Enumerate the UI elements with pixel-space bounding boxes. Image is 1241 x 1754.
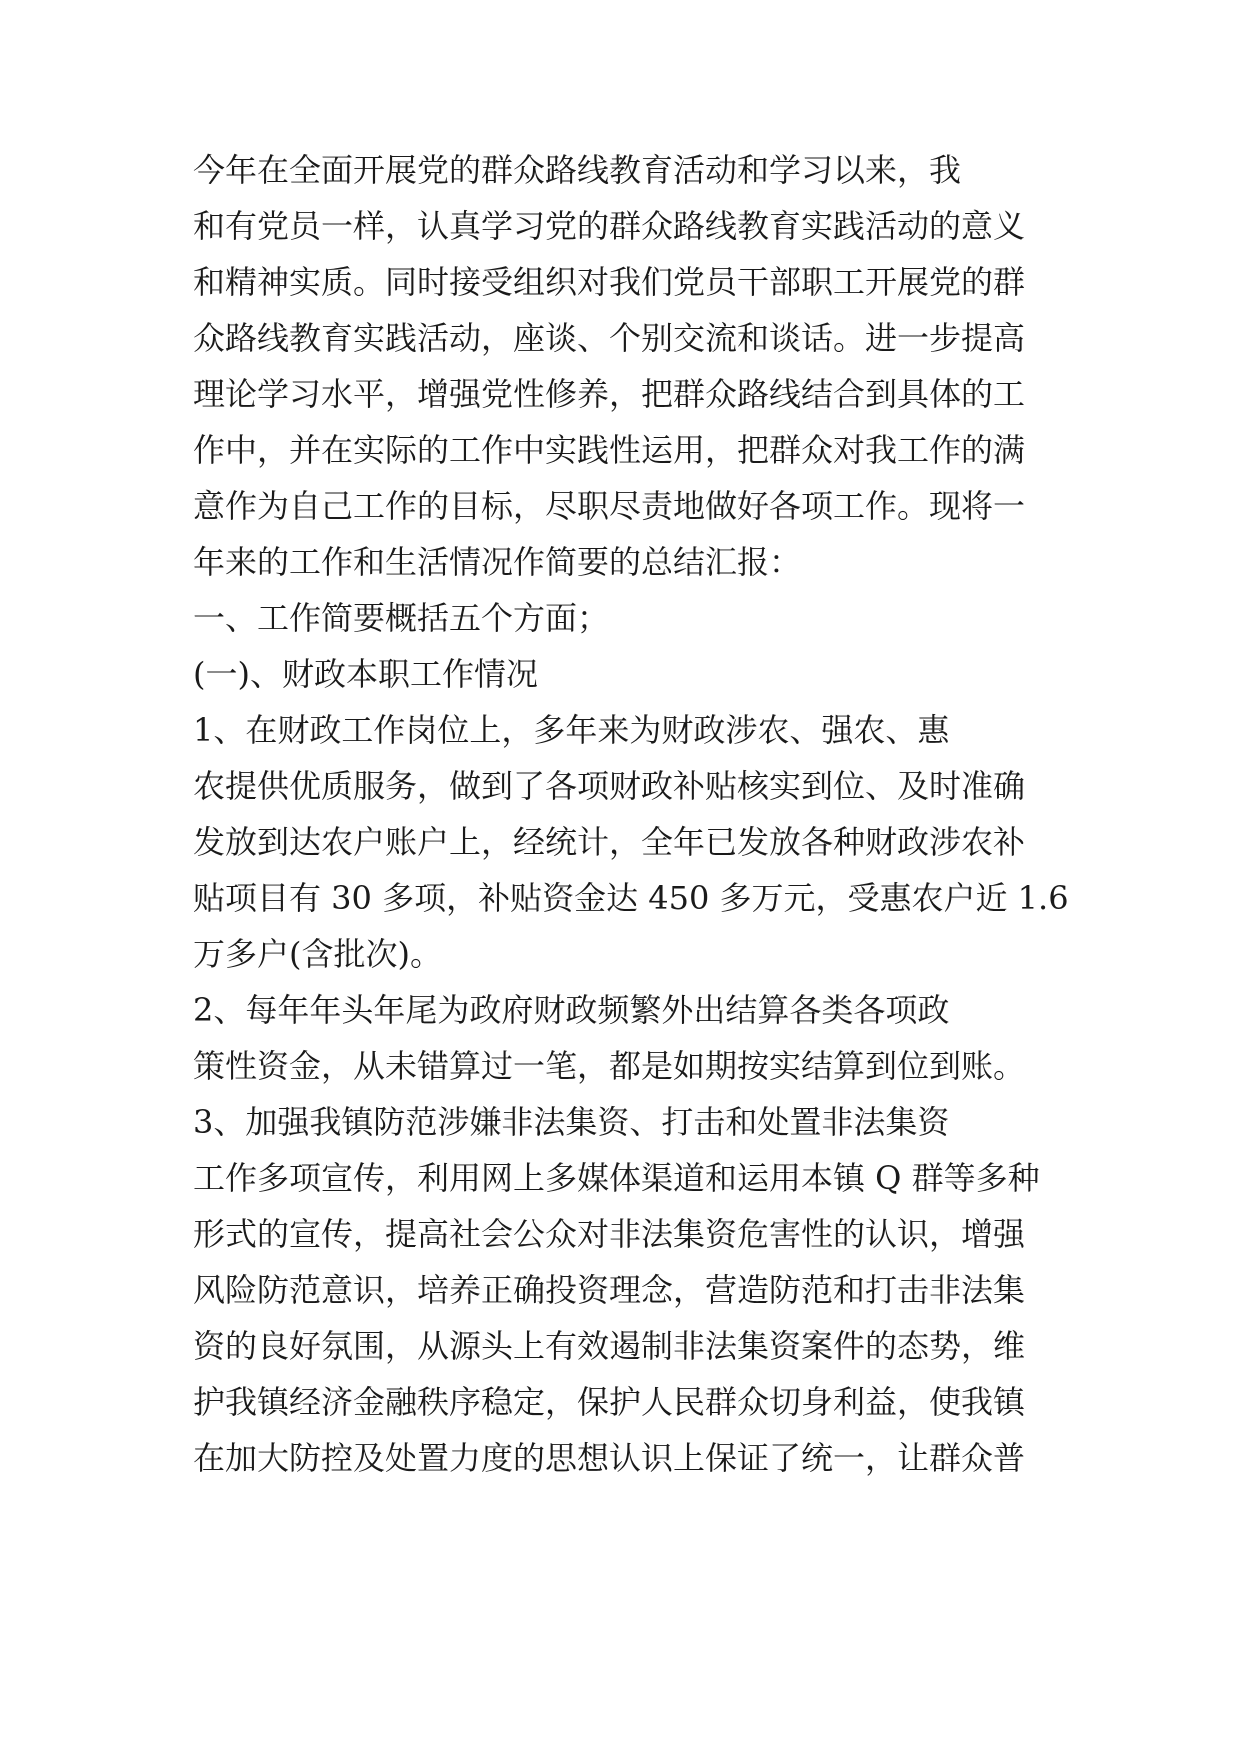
text-line: 3、加强我镇防范涉嫌非法集资、打击和处置非法集资 [193, 1103, 950, 1141]
text-line: 在加大防控及处置力度的思想认识上保证了统一，让群众普 [193, 1439, 1026, 1477]
text-line: 发放到达农户账户上，经统计，全年已发放各种财政涉农补 [193, 823, 1026, 861]
text-line: 和有党员一样，认真学习党的群众路线教育实践活动的意义 [193, 207, 1026, 245]
text-line: 2、每年年头年尾为政府财政频繁外出结算各类各项政 [193, 991, 950, 1029]
text-line: 和精神实质。同时接受组织对我们党员干部职工开展党的群 [193, 263, 1026, 301]
text-line: 1、在财政工作岗位上，多年来为财政涉农、强农、惠 [193, 711, 950, 749]
text-line: 策性资金，从未错算过一笔，都是如期按实结算到位到账。 [193, 1047, 1026, 1085]
text-line: 作中，并在实际的工作中实践性运用，把群众对我工作的满 [193, 431, 1026, 469]
subsection-heading: (一)、财政本职工作情况 [193, 655, 538, 693]
text-line: 今年在全面开展党的群众路线教育活动和学习以来，我 [193, 151, 962, 189]
text-line: 工作多项宣传，利用网上多媒体渠道和运用本镇 Q 群等多种 [193, 1159, 1040, 1197]
text-line: 众路线教育实践活动，座谈、个别交流和谈话。进一步提高 [193, 319, 1026, 357]
text-line: 贴项目有 30 多项，补贴资金达 450 多万元，受惠农户近 1.6 [193, 879, 1069, 917]
text-line: 意作为自己工作的目标，尽职尽责地做好各项工作。现将一 [193, 487, 1026, 525]
text-line: 理论学习水平，增强党性修养，把群众路线结合到具体的工 [193, 375, 1026, 413]
text-line: 护我镇经济金融秩序稳定，保护人民群众切身利益，使我镇 [193, 1383, 1026, 1421]
text-line: 农提供优质服务，做到了各项财政补贴核实到位、及时准确 [193, 767, 1026, 805]
text-line: 万多户(含批次)。 [193, 935, 442, 973]
section-heading: 一、工作简要概括五个方面； [193, 599, 610, 637]
text-line: 资的良好氛围，从源头上有效遏制非法集资案件的态势，维 [193, 1327, 1026, 1365]
text-line: 形式的宣传，提高社会公众对非法集资危害性的认识，增强 [193, 1215, 1026, 1253]
text-line: 风险防范意识，培养正确投资理念，营造防范和打击非法集 [193, 1271, 1026, 1309]
text-line: 年来的工作和生活情况作简要的总结汇报： [193, 543, 802, 581]
